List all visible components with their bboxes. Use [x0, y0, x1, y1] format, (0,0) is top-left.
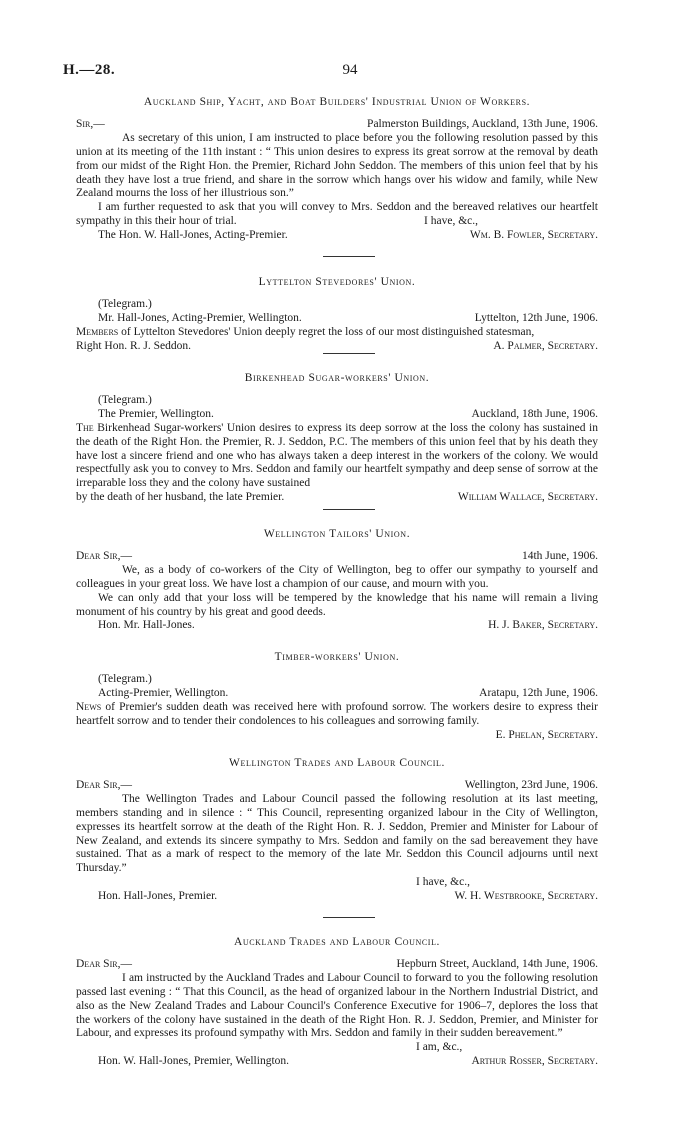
- body-end: by the death of her husband, the late Premier.: [76, 491, 285, 504]
- body-paragraph: I am instructed by the Auckland Trades and Labour Council to forward to you the following resolution passed last evening : “ That this Council, as the head of organized labour in the Northern Industrial District, and also as the New Zealand Trades and Labour Council's Conference Executive for 1906–7, deplores the loss that the workers of the colony have sustained in the death of the Right Hon. R. J. Seddon, Premier, and Minister for Labour, and expresses its profound sympathy with Mrs. Seddon and family in their sudden bereavement.”: [76, 971, 598, 1040]
- addressee-line: [76, 687, 598, 701]
- body-lead: News: [76, 700, 102, 713]
- address-date: Palmerston Buildings, Auckland, 13th June, 1906.: [367, 117, 598, 130]
- body-paragraph: We can only add that your loss will be tempered by the knowledge that his name will remain a living monument of his country by his great and good deeds.: [76, 591, 598, 618]
- letter-wellington-trades-labour: [76, 757, 598, 904]
- address-date: Wellington, 23rd June, 1906.: [464, 778, 598, 791]
- address-date: Hepburn Street, Auckland, 14th June, 1906.: [396, 957, 598, 970]
- addressee: Acting-Premier, Wellington.: [98, 686, 229, 699]
- addressee: Mr. Hall-Jones, Acting-Premier, Wellington.: [98, 311, 302, 324]
- salutation-line: [76, 118, 598, 132]
- letter-auckland-ship-yacht: [76, 96, 598, 243]
- body-lead: Members: [76, 325, 119, 338]
- body-paragraph: The Wellington Trades and Labour Council passed the following resolution at its last meeting, members standing and in silence : “ This Council, representing organized labour in the City of Wellington, expresses its heartfelt sorrow at the death of the Right Hon. R. J. Seddon, Premier and Minister for Labour of New Zealand, and extends its sincere sympathy to Mrs. Seddon and family on the sad bereavement they have sustained. That as a mark of respect to the memory of the late Mr. Seddon this Council adjourns until next Thursday.”: [76, 792, 598, 875]
- signature-line: [76, 340, 598, 354]
- closing: I have, &c.,: [424, 215, 478, 228]
- address-date: Lyttelton, 12th June, 1906.: [474, 311, 598, 324]
- signature-line: [76, 890, 598, 904]
- letter-wellington-tailors: [76, 528, 598, 633]
- page-reference: H.—28.: [63, 62, 116, 78]
- signature-line: [76, 1055, 598, 1069]
- letter-title: Wellington Tailors' Union.: [263, 528, 411, 540]
- body-paragraph: [76, 422, 598, 492]
- page-number: 94: [342, 62, 358, 78]
- section-divider: [323, 353, 375, 354]
- body-text: of Lyttelton Stevedores' Union deeply regret the loss of our most distinguished statesman,: [118, 325, 535, 338]
- body-paragraph: [76, 326, 598, 340]
- page-header: [0, 62, 700, 82]
- section-divider: [323, 917, 375, 918]
- salutation: Dear Sir,—: [76, 957, 132, 970]
- addressee-line: [76, 408, 598, 422]
- signature: A. Palmer, Secretary.: [493, 339, 598, 352]
- letter-title: Auckland Ship, Yacht, and Boat Builders' Industrial Union of Workers.: [143, 96, 531, 108]
- body-text: Birkenhead Sugar-workers' Union desires to express its deep sorrow at the loss the colony has sustained in the death of the Right Hon. the Premier, R. J. Seddon, P.C. The members of this union feel that by his death they have lost a sincere friend and one who has always taken a deep interest in the workers of the colony. We would respectfully ask you to convey to Mrs. Seddon and family our heartfelt sympathy and deep sense of sorrow at the irreparable loss they and the colony have sustained: [76, 421, 598, 490]
- body-lead: The: [76, 421, 94, 434]
- section-divider: [323, 256, 375, 257]
- signature: E. Phelan, Secretary.: [495, 728, 598, 741]
- telegram-note: (Telegram.): [98, 672, 152, 685]
- letter-title: Lyttelton Stevedores' Union.: [258, 276, 416, 288]
- body-paragraph: As secretary of this union, I am instructed to place before you the following resolution passed by this union at its meeting of the 11th instant : “ This union desires to express its great sorrow at the removal by death from our midst of the Right Hon. the Premier, Richard John Seddon. The members of this union feel that by his death they have lost a true friend, and share in the sorrow which hangs over his widow and family, while New Zealand mourns the loss of her illustrious son.”: [76, 131, 598, 200]
- body-paragraph: I am further requested to ask that you will convey to Mrs. Seddon and the bereaved relatives our heartfelt sympathy in this their hour of trial. I have, &c.,: [76, 201, 598, 228]
- addressee-line: [76, 229, 598, 243]
- closing: I have, &c.,: [416, 876, 470, 889]
- signature: Arthur Rosser, Secretary.: [471, 1055, 598, 1068]
- salutation-line: [76, 958, 598, 972]
- salutation-line: [76, 550, 598, 564]
- body-text: of Premier's sudden death was received here with profound sorrow. The workers desire to express their heartfelt sorrow and to tender their condolences to his colleagues and sorrowing family.: [76, 700, 598, 727]
- addressee-line: [76, 312, 598, 326]
- signature-line: [76, 491, 598, 505]
- signature: Wm. B. Fowler, Secretary.: [469, 229, 598, 242]
- address-date: 14th June, 1906.: [521, 549, 598, 562]
- letter-timber-workers: [76, 651, 598, 742]
- letter-lyttelton-stevedores: [76, 276, 598, 354]
- addressee: Hon. Hall-Jones, Premier.: [98, 890, 218, 903]
- body-paragraph: [76, 701, 598, 729]
- letter-auckland-trades-labour: [76, 936, 598, 1069]
- body-end: Right Hon. R. J. Seddon.: [76, 339, 192, 352]
- salutation: Dear Sir,—: [76, 778, 132, 791]
- salutation: Dear Sir,—: [76, 549, 132, 562]
- addressee: The Premier, Wellington.: [98, 407, 214, 420]
- letter-title: Auckland Trades and Labour Council.: [233, 936, 441, 948]
- telegram-note: (Telegram.): [98, 297, 152, 310]
- letter-birkenhead-sugar-workers: [76, 372, 598, 505]
- address-date: Auckland, 18th June, 1906.: [471, 407, 598, 420]
- section-divider: [323, 509, 375, 510]
- salutation-line: [76, 779, 598, 793]
- letter-title: Timber-workers' Union.: [274, 651, 400, 663]
- closing: I am, &c.,: [416, 1041, 463, 1054]
- telegram-note: (Telegram.): [98, 393, 152, 406]
- signature: H. J. Baker, Secretary.: [488, 619, 598, 632]
- signature: William Wallace, Secretary.: [457, 491, 598, 504]
- salutation: Sir,—: [76, 117, 105, 130]
- signature-line: [76, 619, 598, 633]
- signature: W. H. Westbrooke, Secretary.: [454, 890, 598, 903]
- letter-title: Wellington Trades and Labour Council.: [229, 757, 445, 769]
- addressee: Hon. W. Hall-Jones, Premier, Wellington.: [98, 1055, 290, 1068]
- body-paragraph: We, as a body of co-workers of the City of Wellington, beg to offer our sympathy to yourself and colleagues in your great loss. We have lost a champion of our cause, and mourn with you.: [76, 563, 598, 590]
- addressee: The Hon. W. Hall-Jones, Acting-Premier.: [98, 229, 288, 242]
- letter-title: Birkenhead Sugar-workers' Union.: [244, 372, 430, 384]
- addressee: Hon. Mr. Hall-Jones.: [98, 619, 195, 632]
- address-date: Aratapu, 12th June, 1906.: [479, 686, 598, 699]
